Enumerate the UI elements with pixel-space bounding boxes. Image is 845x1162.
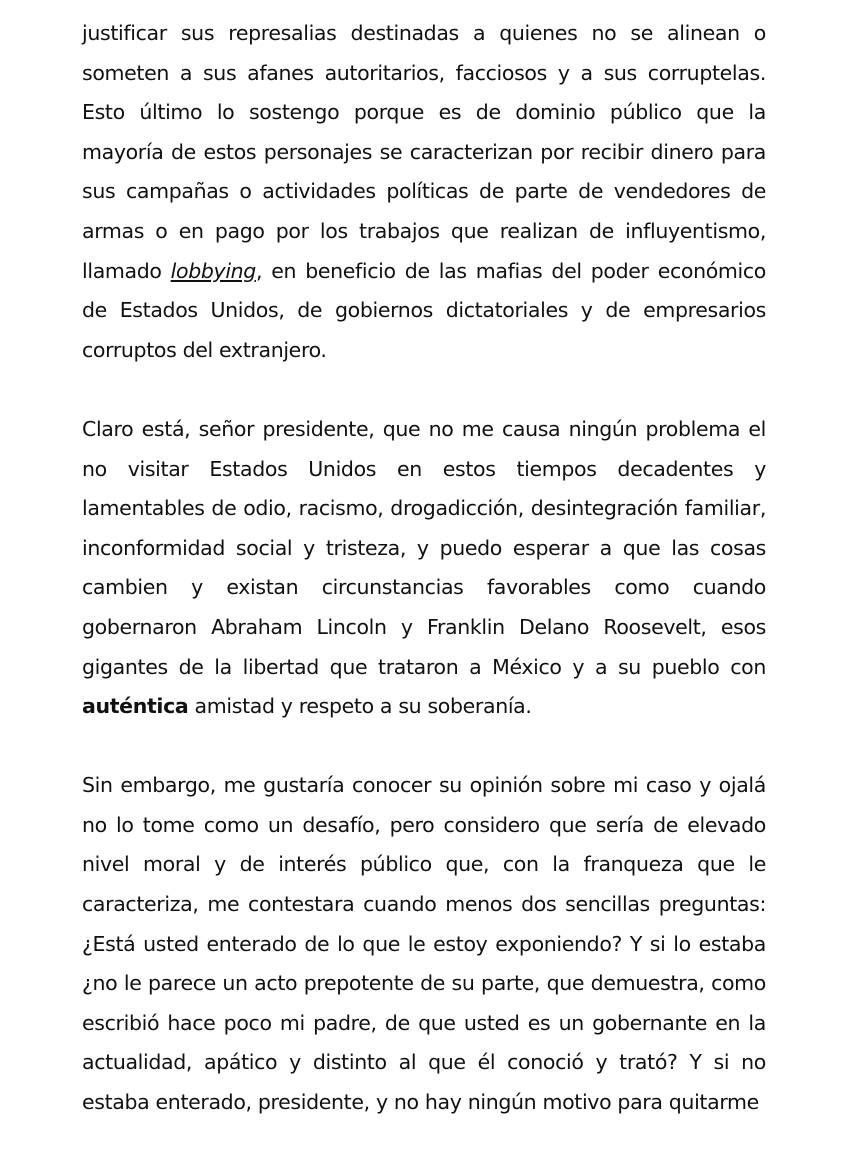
paragraph-2-text-1: Claro está, señor presidente, que no me causa ningún problema el no visitar Estados Unidos en estos tiempos decadentes y lamentables de odio, racismo, drogadicción, desintegración familiar, inconformidad social y tristeza, y puedo esperar a que las cosas cambien y existan circunstancias favorables como cuando gobernaron Abraham Lincoln y Franklin Delano Roosevelt, esos gigantes de la libertad que trataron a México y a su pueblo con — [82, 416, 766, 679]
paragraph-3-text-1: Sin embargo, me gustaría conocer su opinión sobre mi caso y ojalá no lo tome como un desafío, pero considero que sería de elevado nivel moral y de interés público que, con la franqueza que le caracteriza, me contestara cuando menos dos sencillas preguntas: ¿Está usted enterado de lo que le estoy exponiendo? Y si lo estaba ¿no le parece un acto prepotente de su parte, que demuestra, como escribió hace poco mi padre, de que usted es un gobernante en la actualidad, apático y distinto al que él conoció y trató? Y si no estaba enterado, presidente, y no hay ningún motivo para quitarme — [82, 773, 766, 1115]
paragraph-1-text-1: justificar sus represalias destinadas a quienes no se alinean o someten a sus afanes autoritarios, facciosos y a sus corruptelas. Esto último lo sostengo porque es de dominio público que la mayoría de estos personajes se caracterizan por recibir dinero para sus campañas o actividades políticas de parte de vendedores de armas o en pago por los trabajos que realizan de influyentismo, llamado — [82, 21, 766, 283]
document-page — [82, 14, 766, 1162]
paragraph-1-text-2: , en beneficio de las mafias del poder económico de Estados Unidos, de gobiernos dictatoriales y de empresarios corruptos del extranjero. — [82, 258, 766, 362]
paragraph-2-text-2: amistad y respeto a su soberanía. — [188, 694, 532, 719]
paragraph-1 — [82, 14, 766, 370]
paragraph-2 — [82, 410, 766, 727]
paragraph-3 — [82, 766, 766, 1122]
autentica-emphasis: auténtica — [82, 694, 189, 719]
lobbying-term: lobbying — [170, 258, 256, 283]
